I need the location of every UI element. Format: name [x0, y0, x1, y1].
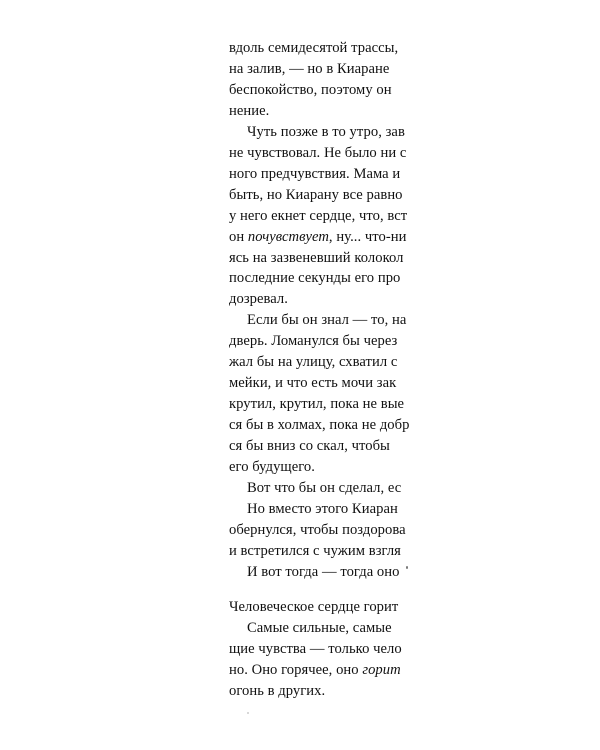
text-line: ся бы в холмах, пока не добр: [229, 417, 410, 434]
text-line: дверь. Ломанулся бы через: [229, 333, 398, 350]
text-line: у него екнет сердце, что, вст: [229, 207, 408, 224]
text-line: Самые сильные, самые: [247, 619, 392, 636]
text-line: вдоль семидесятой трассы,: [229, 40, 399, 56]
text-line: быть, но Киарану все равно: [229, 186, 403, 203]
text-line: щие чувства — только чело: [229, 640, 402, 657]
text-line: на залив, — но в Киаране: [229, 60, 390, 77]
text-line: ясь на зазвеневший колокол: [229, 249, 404, 266]
text-line: обернулся, чтобы поздорова: [229, 521, 406, 538]
text-line: мейки, и что есть мочи зак: [229, 375, 397, 392]
text-line: последние секунды его про: [229, 270, 401, 287]
text-line: беспокойство, поэтому он: [229, 81, 392, 98]
italic-word: почувствует: [247, 228, 329, 245]
text-segment: он: [229, 228, 248, 245]
text-block-section: [229, 597, 410, 706]
text-line: Чуть позже в то утро, зав: [247, 123, 405, 140]
scan-speck: [406, 566, 408, 569]
text-line: огонь в других.: [229, 682, 326, 699]
text-line: [229, 227, 406, 247]
text-line: [229, 660, 401, 680]
text-line: ного предчувствия. Мама и: [229, 165, 401, 182]
text-line: Вот что бы он сделал, ес: [247, 479, 402, 496]
text-line: И вот тогда — тогда оно: [247, 563, 400, 580]
text-line: крутил, крутил, пока не вые: [229, 396, 405, 413]
text-block-main: [229, 38, 410, 587]
text-line: и встретился с чужим взгля: [229, 542, 401, 559]
text-line: нение.: [229, 102, 270, 119]
text-line: Если бы он знал — то, на: [247, 312, 407, 329]
italic-word: горит: [362, 661, 401, 678]
text-line: ся бы вниз со скал, чтобы: [229, 438, 390, 455]
text-line: дозревал.: [229, 291, 288, 308]
text-line: жал бы на улицу, схватил с: [229, 354, 398, 371]
text-line: Человеческое сердце горит: [229, 599, 399, 615]
text-line: не чувствовал. Не было ни с: [229, 144, 407, 161]
scan-speck: [247, 712, 249, 714]
page-crop-edge: [410, 0, 600, 750]
text-segment: но. Оно горячее, оно: [229, 661, 363, 678]
text-line: Но вместо этого Киаран: [247, 500, 398, 517]
text-line: его будущего.: [229, 459, 315, 475]
text-segment: , ну... что-ни: [328, 228, 407, 245]
